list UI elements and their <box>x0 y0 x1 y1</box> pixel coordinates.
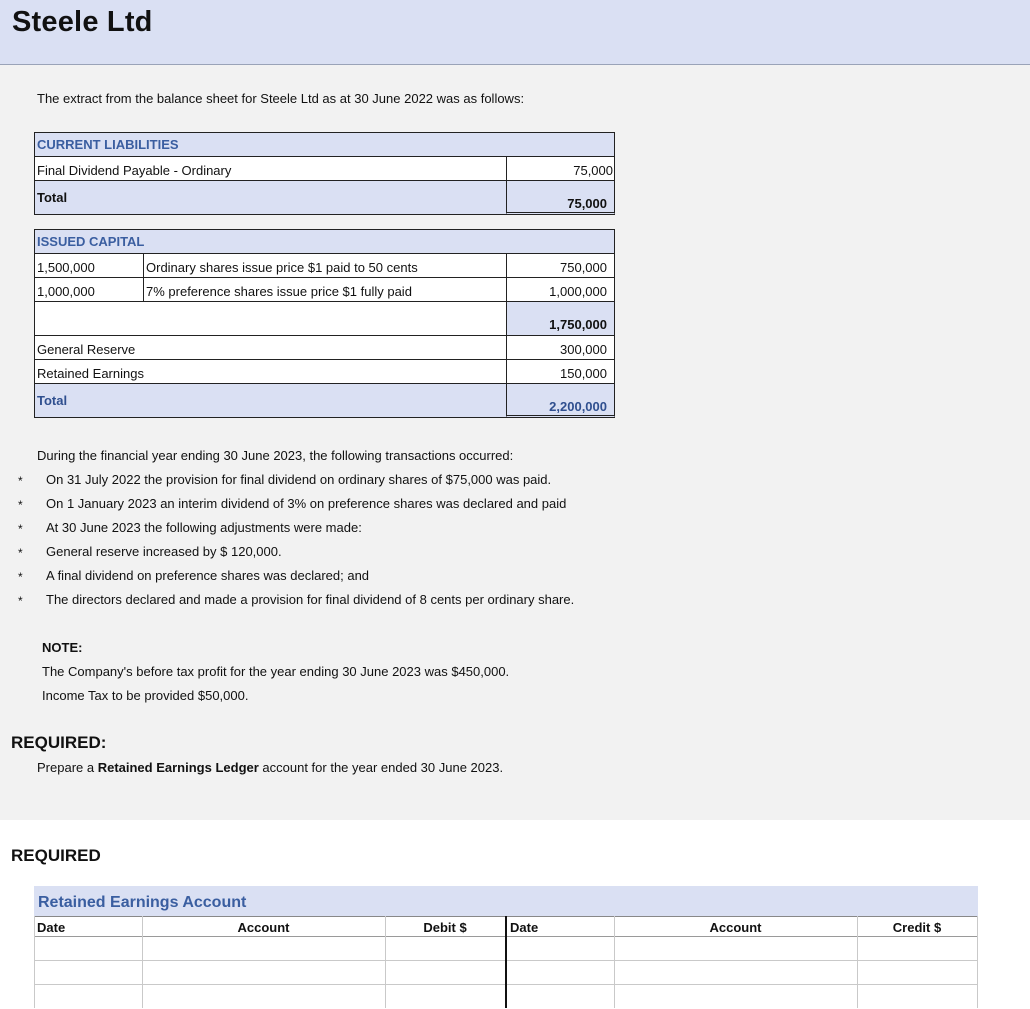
transaction-item: The directors declared and made a provision for final dividend of 8 cents per ordinary share. <box>46 592 575 607</box>
reserve-value: 300,000 <box>560 342 607 357</box>
transaction-item: A final dividend on preference shares was declared; and <box>46 568 370 583</box>
ic-heading: ISSUED CAPITAL <box>37 234 145 249</box>
page-title: Steele Ltd <box>12 6 153 38</box>
cl-total-value: 75,000 <box>567 196 607 211</box>
ledger-col-debit: Debit $ <box>423 920 467 935</box>
required-prefix: Prepare a <box>37 760 98 775</box>
ledger-entry-row[interactable] <box>35 961 977 984</box>
required-answer-heading: REQUIRED <box>11 846 101 865</box>
required-instruction <box>37 760 503 775</box>
transaction-item: On 31 July 2022 the provision for final dividend on ordinary shares of $75,000 was paid. <box>46 472 552 487</box>
transaction-item: On 1 January 2023 an interim dividend of 3% on preference shares was declared and paid <box>46 496 567 511</box>
ledger-entry-row[interactable] <box>35 937 977 960</box>
bullet-marker: * <box>18 522 23 536</box>
ledger-col-rule <box>977 916 978 1008</box>
ledger-col-credit: Credit $ <box>892 920 942 935</box>
ic-row-value: 750,000 <box>560 260 607 275</box>
cl-total-label-cell[interactable] <box>34 180 507 215</box>
ic-row-value: 1,000,000 <box>549 284 607 299</box>
cl-total-label: Total <box>37 190 68 205</box>
ic-row-qty: 1,000,000 <box>37 284 95 299</box>
ledger-col-account: Account <box>709 920 762 935</box>
bullet-marker: * <box>18 594 23 608</box>
transaction-item: At 30 June 2023 the following adjustments were made: <box>46 520 362 535</box>
ic-total-value: 2,200,000 <box>549 399 607 414</box>
ledger-col-account: Account <box>237 920 290 935</box>
reserve-label: General Reserve <box>37 342 136 357</box>
bullet-marker: * <box>18 474 23 488</box>
intro-text: The extract from the balance sheet for Steele Ltd as at 30 June 2022 was as follows: <box>37 91 525 106</box>
ledger-entry-row[interactable] <box>35 985 977 1008</box>
cl-row-label: Final Dividend Payable - Ordinary <box>37 163 232 178</box>
bullet-marker: * <box>18 498 23 512</box>
ic-row-desc: Ordinary shares issue price $1 paid to 50 cents <box>146 260 418 275</box>
ic-subtotal-label-cell[interactable] <box>34 301 507 336</box>
bullet-marker: * <box>18 546 23 560</box>
reserve-value: 150,000 <box>560 366 607 381</box>
required-suffix: account for the year ended 30 June 2023. <box>258 760 504 775</box>
transactions-intro: During the financial year ending 30 June 2023, the following transactions occurred: <box>37 448 514 463</box>
cl-row-value: 75,000 <box>573 163 613 178</box>
required-bold: Retained Earnings Ledger <box>97 760 259 775</box>
ic-subtotal-value: 1,750,000 <box>549 317 607 332</box>
ledger-title: Retained Earnings Account <box>38 894 247 911</box>
header-banner <box>0 0 1030 65</box>
bullet-marker: * <box>18 570 23 584</box>
ledger-col-date: Date <box>510 920 539 935</box>
ledger-col-date: Date <box>37 920 66 935</box>
ic-total-label-cell[interactable] <box>34 383 507 418</box>
ic-total-label: Total <box>37 393 68 408</box>
note-heading: NOTE: <box>42 640 83 655</box>
note-line: Income Tax to be provided $50,000. <box>42 688 249 703</box>
reserve-label: Retained Earnings <box>37 366 144 381</box>
note-line: The Company's before tax profit for the year ending 30 June 2023 was $450,000. <box>42 664 510 679</box>
transaction-item: General reserve increased by $ 120,000. <box>46 544 282 559</box>
ic-row-desc: 7% preference shares issue price $1 fully paid <box>146 284 412 299</box>
required-heading: REQUIRED: <box>11 733 107 752</box>
cl-heading: CURRENT LIABILITIES <box>37 137 179 152</box>
ic-row-qty: 1,500,000 <box>37 260 95 275</box>
